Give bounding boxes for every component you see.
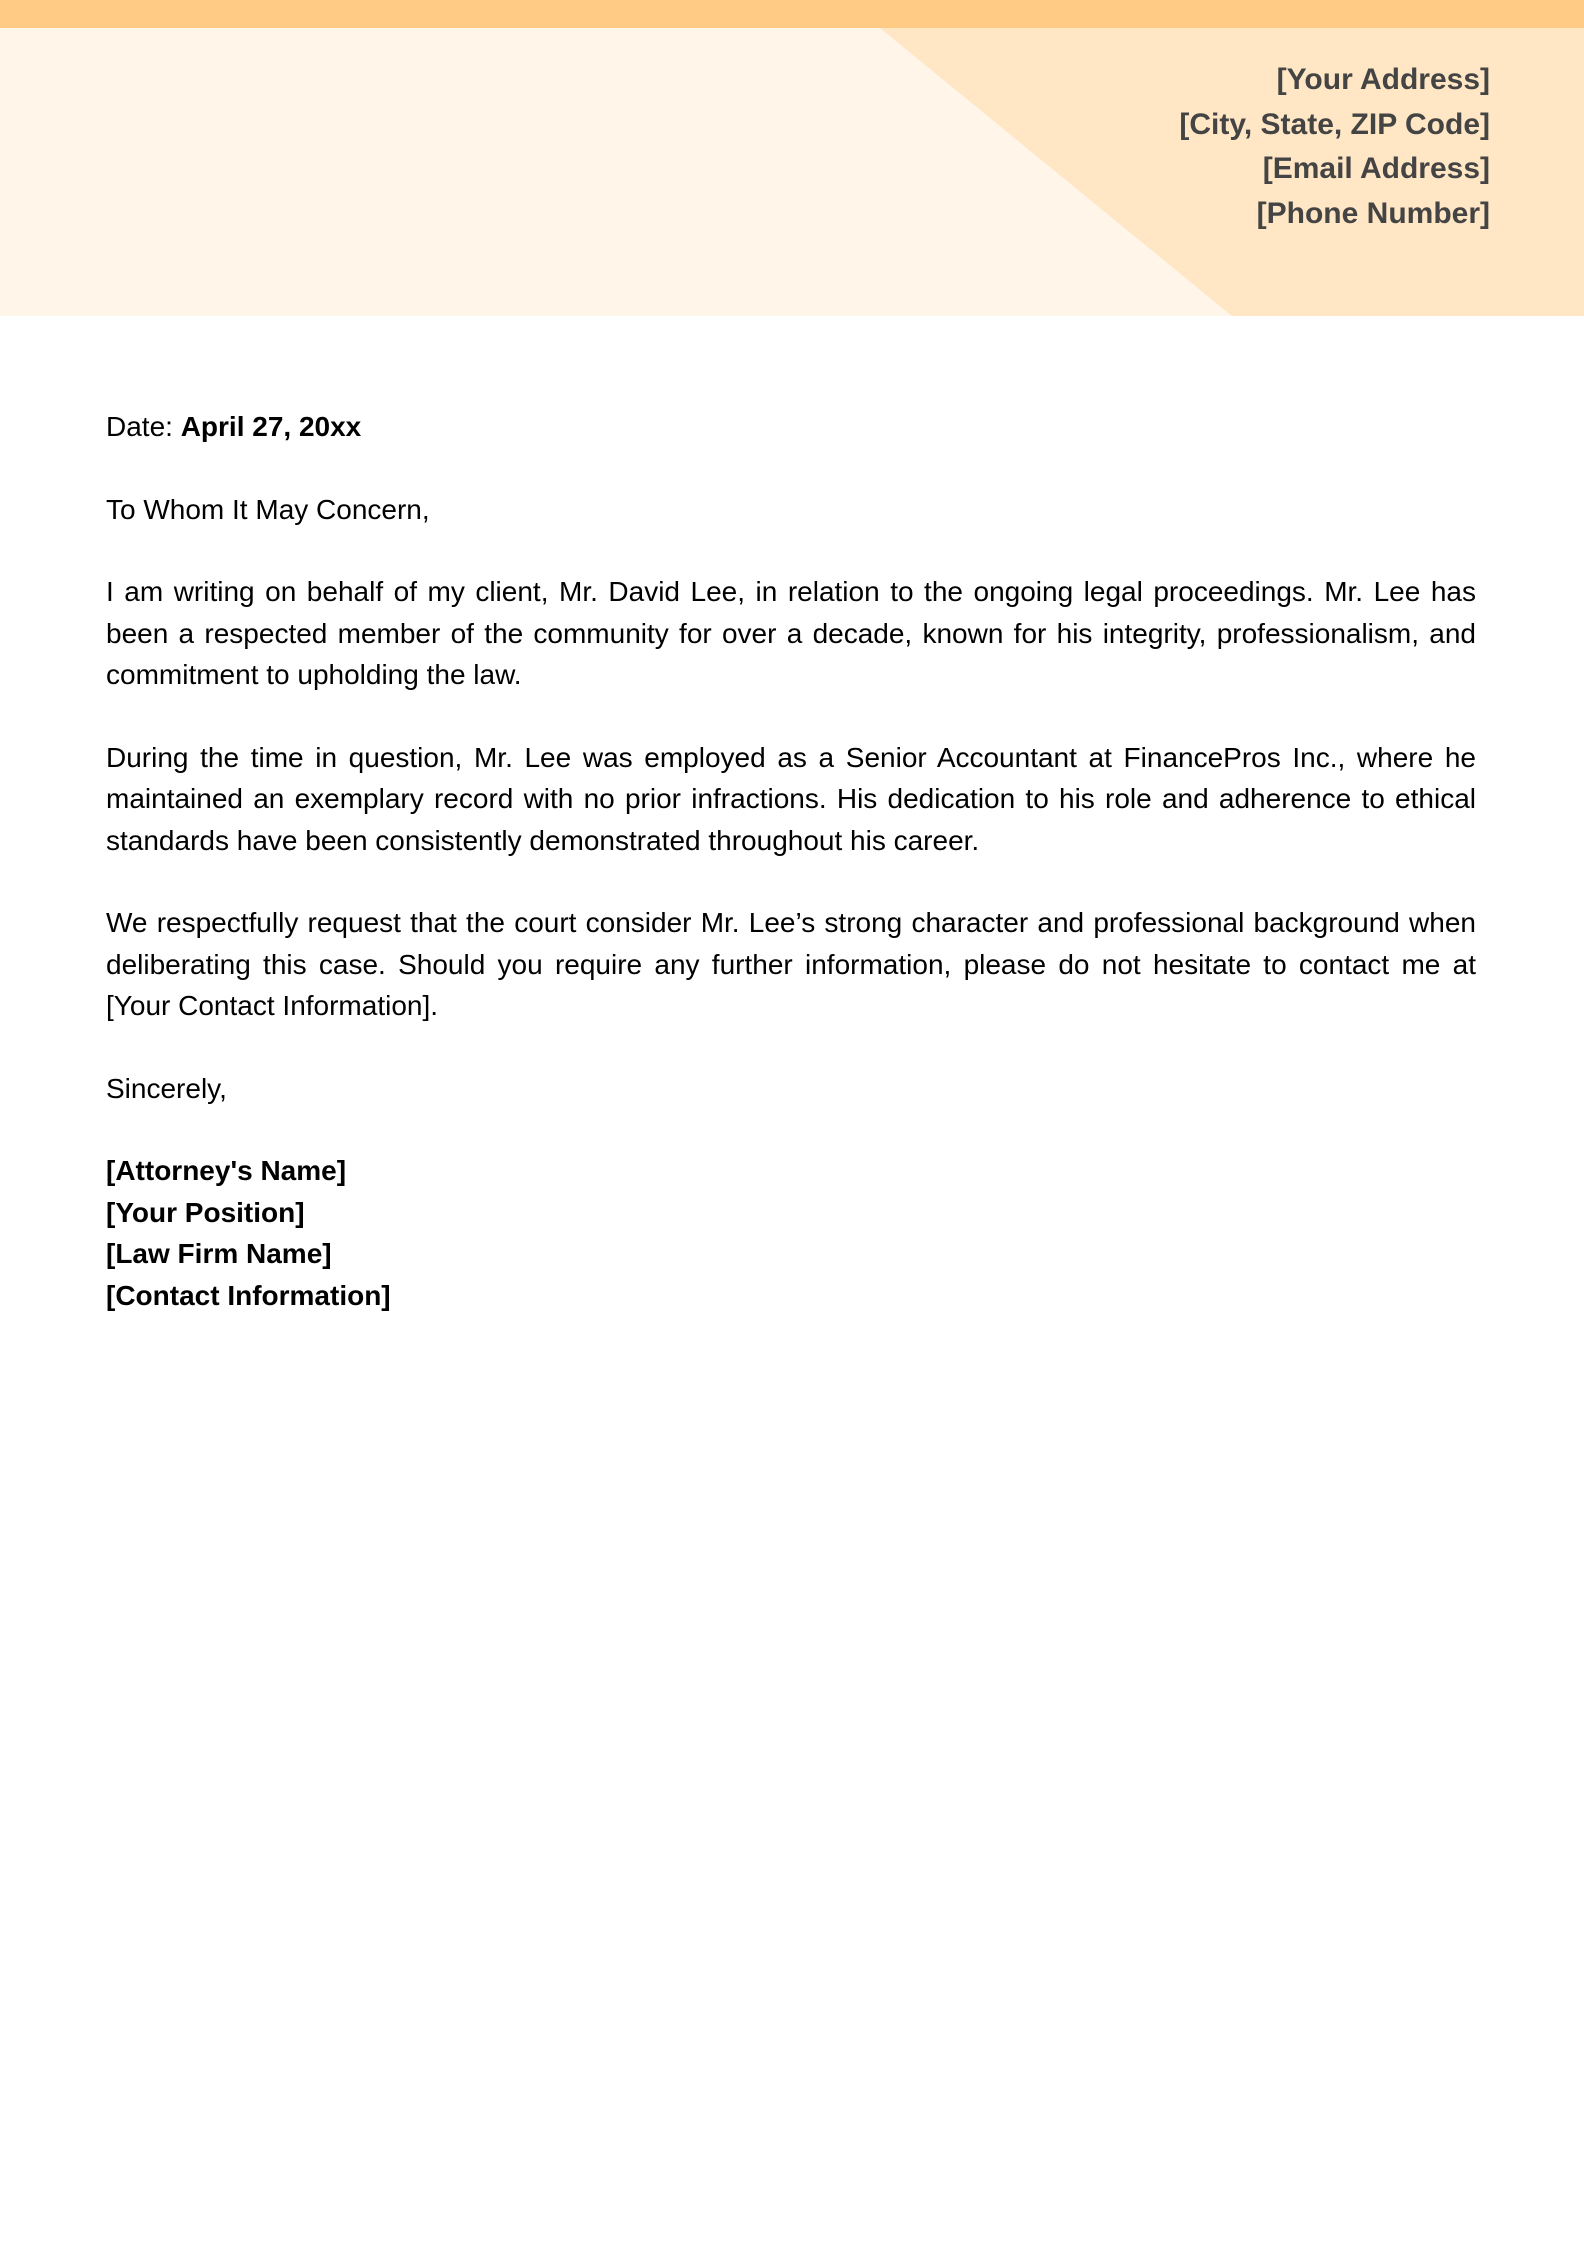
signature-contact: [Contact Information]	[106, 1279, 391, 1311]
letter-date	[106, 406, 1476, 448]
sender-phone: [Phone Number]	[1256, 196, 1490, 230]
signature-block	[106, 1150, 1476, 1316]
sender-city-state-zip: [City, State, ZIP Code]	[1179, 107, 1490, 141]
letterhead-header	[0, 0, 1584, 316]
salutation: To Whom It May Concern,	[106, 493, 430, 525]
paragraph-intro: I am writing on behalf of my client, Mr. David Lee, in relation to the ongoing legal proceedings. Mr. Lee has been a respected member of the community for over a decade, known for his integrity, professionalism, and commitment to upholding the law.	[106, 576, 1476, 690]
sender-email: [Email Address]	[1262, 152, 1490, 185]
paragraph-employment: During the time in question, Mr. Lee was employed as a Senior Accountant at FinancePros Inc., where he maintained an exemplary record with no prior infractions. His dedication to his role and adherence to ethical standards have been consistently demonstrated throughout his career.	[106, 741, 1476, 856]
closing: Sincerely,	[106, 1072, 227, 1104]
paragraph-request: We respectfully request that the court consider Mr. Lee’s strong character and professional background when deliberating this case. Should you require any further information, please do not hesitate to contact me at [Your Contact Information].	[106, 907, 1476, 1021]
signature-firm: [Law Firm Name]	[106, 1238, 332, 1269]
date-label: Date:	[106, 411, 181, 442]
letter-body	[106, 406, 1476, 1316]
sender-address: [Your Address]	[1276, 63, 1490, 96]
date-value: April 27, 20xx	[180, 411, 362, 442]
signature-name: [Attorney's Name]	[106, 1155, 347, 1186]
sender-info	[1179, 58, 1490, 236]
signature-position: [Your Position]	[106, 1196, 305, 1228]
header-top-bar	[0, 0, 1584, 28]
